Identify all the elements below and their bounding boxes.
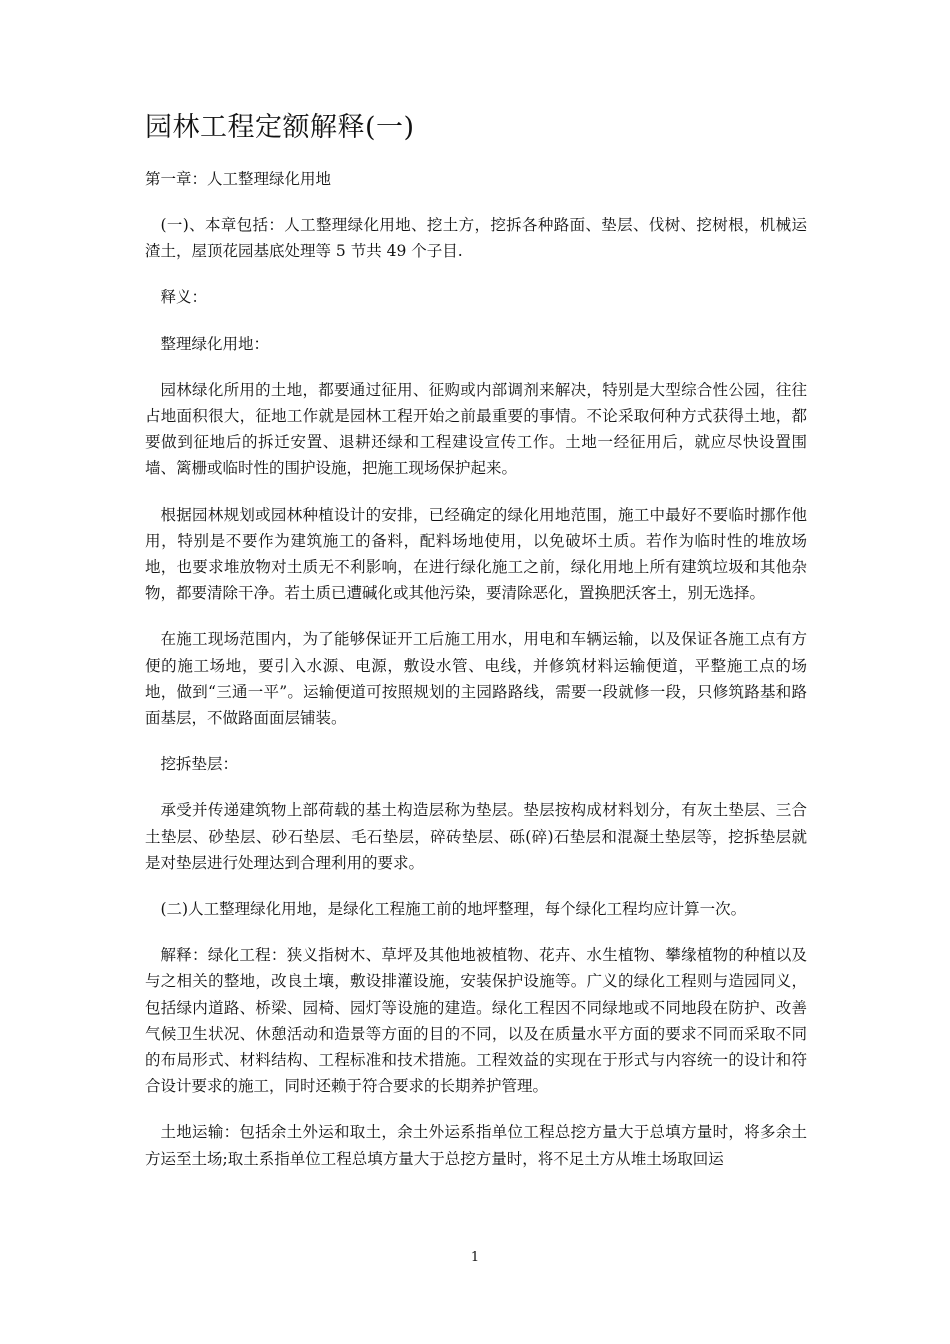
chapter-heading: 第一章：人工整理绿化用地	[145, 170, 332, 188]
paragraph-rule-two: (二)人工整理绿化用地，是绿化工程施工前的地坪整理，每个绿化工程均应计算一次。	[160, 900, 747, 919]
paragraph-earth-transport: 土地运输：包括余土外运和取土，余土外运系指单位工程总挖方量大于总填方量时，将多余土方运至土场;取土系指单位工程总填方量大于总挖方量时，将不足土方从堆土场取回运	[145, 1123, 807, 1168]
paragraph-site-preparation: 在施工现场范围内，为了能够保证开工后施工用水，用电和车辆运输，以及保证各施工点有方便的施工场地，要引入水源、电源，敷设水管、电线，并修筑材料运输便道，平整施工点的场地，做到“三通一平”。运输便道可按照规划的主园路路线，需要一段就修一段，只修筑路基和路面基层，不做路面面层铺装。	[145, 630, 807, 728]
paragraph-subheading-land: 整理绿化用地：	[160, 334, 270, 353]
paragraph-definition-label: 释义：	[160, 288, 208, 307]
document-page	[145, 108, 807, 1192]
paragraph-cushion-layer: 承受并传递建筑物上部荷载的基土构造层称为垫层。垫层按构成材料划分，有灰土垫层、三合土垫层、砂垫层、砂石垫层、毛石垫层，碎砖垫层、砾(碎)石垫层和混凝土垫层等，挖拆垫层就是对垫层进行处理达到合理利用的要求。	[145, 801, 807, 872]
document-title: 园林工程定额解释(一)	[145, 112, 415, 143]
paragraph-greening-definition: 解释：绿化工程：狭义指树木、草坪及其他地被植物、花卉、水生植物、攀缘植物的种植以及与之相关的整地，改良土壤，敷设排灌设施，安装保护设施等。广义的绿化工程则与造园同义，包括绿内道路、桥梁、园椅、园灯等设施的建造。绿化工程因不同绿地或不同地段在防护、改善气候卫生状况、休憩活动和造景等方面的目的不同，以及在质量水平方面的要求不同而采取不同的布局形式、材料结构、工程标准和技术措施。工程效益的实现在于形式与内容统一的设计和符合设计要求的施工，同时还赖于符合要求的长期养护管理。	[145, 946, 807, 1096]
paragraph-land-acquisition: 园林绿化所用的土地，都要通过征用、征购或内部调剂来解决，特别是大型综合性公园，往往占地面积很大，征地工作就是园林工程开始之前最重要的事情。不论采取何种方式获得土地，都要做到征地后的拆迁安置、退耕还绿和工程建设宣传工作。土地一经征用后，就应尽快设置围墙、篱栅或临时性的围护设施，把施工现场保护起来。	[145, 380, 807, 478]
paragraph-scope: (一)、本章包括：人工整理绿化用地、挖土方，挖拆各种路面、垫层、伐树、挖树根，机械运渣土，屋顶花园基底处理等 5 节共 49 个子目.	[145, 216, 807, 261]
paragraph-land-use: 根据园林规划或园林种植设计的安排，已经确定的绿化用地范围，施工中最好不要临时挪作他用，特别是不要作为建筑施工的备料，配料场地使用，以免破坏土质。若作为临时性的堆放场地，也要求堆放物对土质无不利影响，在进行绿化施工之前，绿化用地上所有建筑垃圾和其他杂物，都要清除干净。若土质已遭碱化或其他污染，要清除恶化，置换肥沃客土，别无选择。	[145, 505, 807, 603]
paragraph-subheading-cushion: 挖拆垫层：	[160, 755, 239, 774]
page-number: 1	[470, 1250, 480, 1265]
